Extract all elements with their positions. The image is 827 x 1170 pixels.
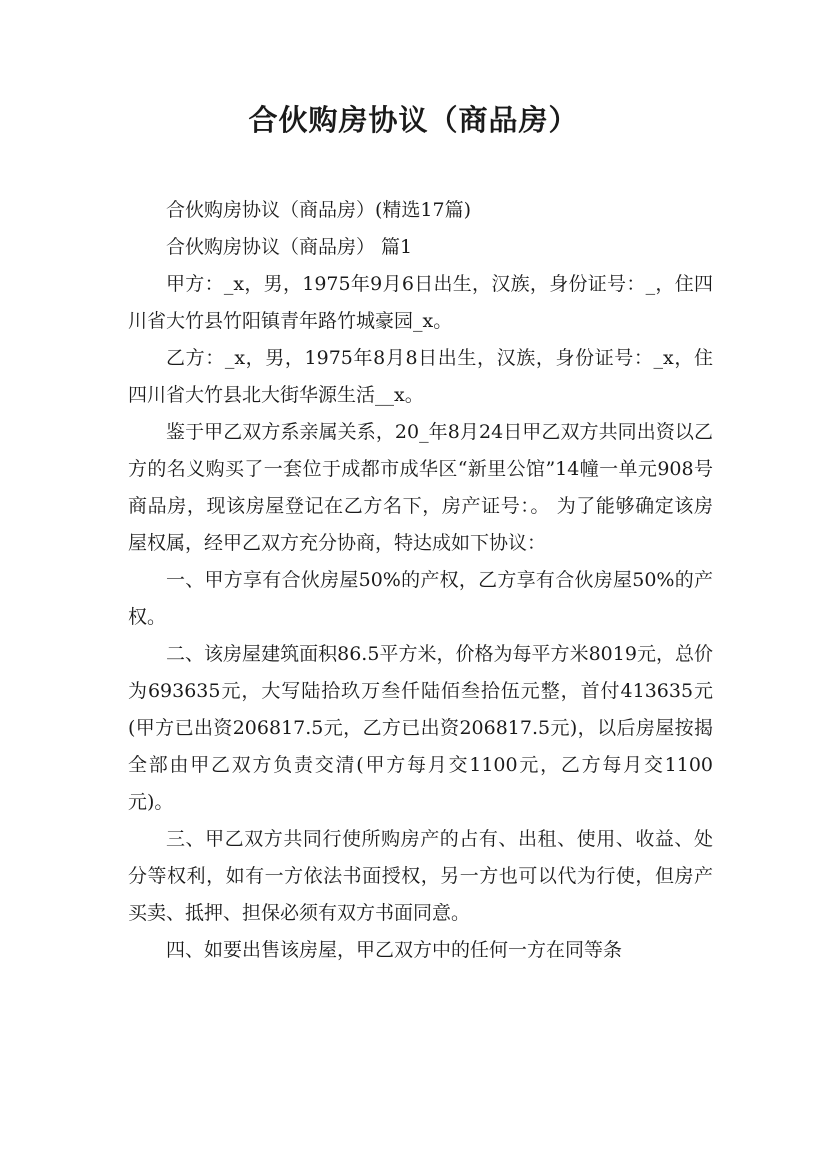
document-body <box>128 192 713 969</box>
clause-1: 一、甲方享有合伙房屋50%的产权，乙方享有合伙房屋50%的产权。 <box>128 569 713 628</box>
background-paragraph: 鉴于甲乙双方系亲属关系，20_年8月24日甲乙双方共同出资以乙方的名义购买了一套位于成都市成华区“新里公馆”14幢一单元908号商品房，现该房屋登记在乙方名下，房产证号：。 为了能够确定该房屋权属，经甲乙双方充分协商，特达成如下协议： <box>128 421 713 554</box>
clause-2: 二、该房屋建筑面积86.5平方米，价格为每平方米8019元，总价为693635元，大写陆拾玖万叁仟陆佰叁拾伍元整，首付413635元(甲方已出资206817.5元，乙方已出资206817.5元)，以后房屋按揭全部由甲乙双方负责交清(甲方每月交1100元，乙方每月交1100元)。 <box>128 643 713 813</box>
party-b-paragraph: 乙方：_x，男，1975年8月8日出生，汉族，身份证号：_x，住四川省大竹县北大街华源生活__x。 <box>128 347 713 406</box>
clause-4: 四、如要出售该房屋，甲乙双方中的任何一方在同等条 <box>166 939 623 961</box>
document-subtitle: 合伙购房协议（商品房）(精选17篇) <box>166 199 472 221</box>
party-a-paragraph: 甲方：_x，男，1975年9月6日出生，汉族，身份证号：_，住四川省大竹县竹阳镇青年路竹城豪园_x。 <box>128 273 713 332</box>
section-heading: 合伙购房协议（商品房） 篇1 <box>166 236 413 258</box>
clause-3: 三、甲乙双方共同行使所购房产的占有、出租、使用、收益、处分等权利，如有一方依法书面授权，另一方也可以代为行使，但房产买卖、抵押、担保必须有双方书面同意。 <box>128 828 713 924</box>
document-title: 合伙购房协议（商品房） <box>248 103 579 137</box>
